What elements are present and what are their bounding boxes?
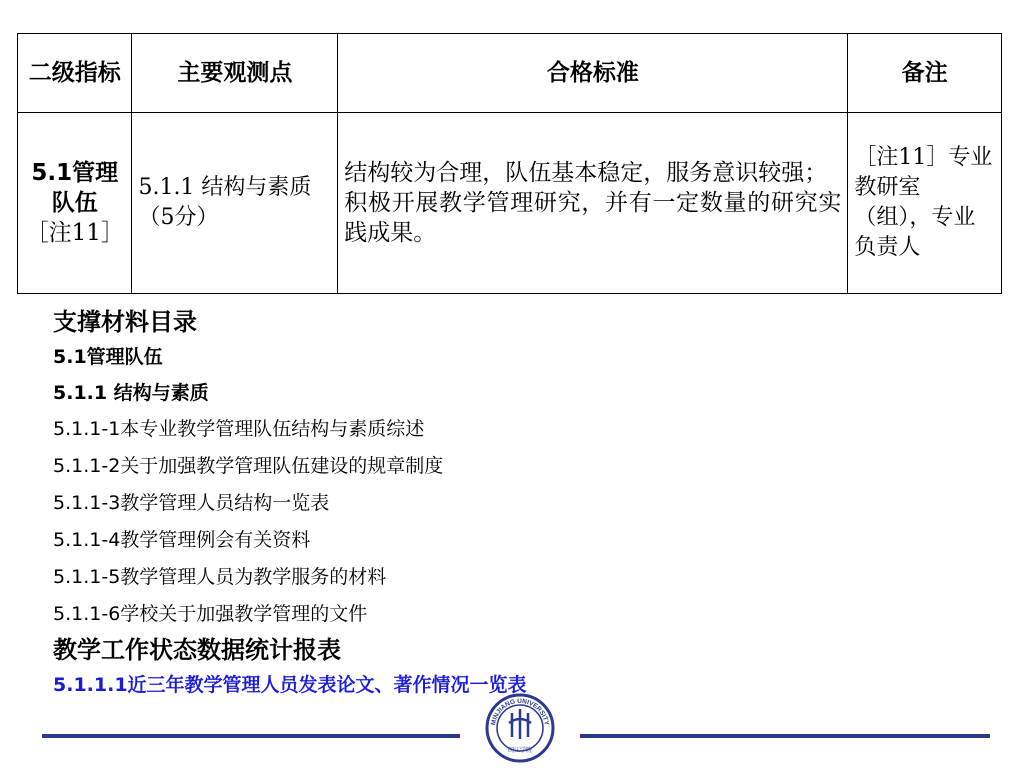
materials-title: 支撑材料目录	[53, 308, 197, 336]
footer-rule-right	[580, 734, 990, 738]
logo-text: MINJIANG UNIVERSITY	[490, 697, 550, 726]
section-heading: 5.1管理队伍	[53, 346, 163, 368]
header-remark: 备注	[848, 34, 1002, 113]
table-row	[18, 113, 1002, 294]
list-item: 5.1.1-4教学管理例会有关资料	[53, 529, 311, 551]
list-item: 5.1.1-3教学管理人员结构一览表	[53, 492, 330, 514]
cell-indicator	[18, 113, 132, 294]
header-level2-indicator: 二级指标	[18, 34, 132, 113]
indicator-note: ［注11］	[25, 220, 124, 246]
cell-remark: ［注11］专业教研室（组），专业负责人	[848, 113, 1002, 294]
cell-standard	[338, 113, 848, 294]
header-observation-point: 主要观测点	[132, 34, 338, 113]
university-logo	[485, 693, 555, 763]
stats-title: 教学工作状态数据统计报表	[53, 636, 341, 664]
list-item: 5.1.1-2关于加强教学管理队伍建设的规章制度	[53, 455, 444, 477]
criteria-table	[17, 33, 1002, 294]
materials-list	[53, 305, 993, 703]
header-qualified-standard: 合格标准	[338, 34, 848, 113]
subsection-heading: 5.1.1 结构与素质	[53, 382, 209, 404]
list-item: 5.1.1-6学校关于加强教学管理的文件	[53, 603, 368, 625]
list-item: 5.1.1-5教学管理人员为教学服务的材料	[53, 566, 387, 588]
standard-line: 积极开展教学管理研究，并有一定数量的研究实践成果。	[344, 190, 842, 246]
stats-report-link[interactable]: 5.1.1.1近三年教学管理人员发表论文、著作情况一览表	[53, 674, 527, 696]
logo-chinese: 闽江学院	[507, 747, 533, 754]
footer-rule-left	[42, 734, 460, 738]
standard-line: 结构较为合理，队伍基本稳定，服务意识较强；	[344, 160, 828, 186]
indicator-title: 5.1管理队伍	[31, 160, 119, 216]
list-item: 5.1.1-1本专业教学管理队伍结构与素质综述	[53, 418, 425, 440]
table-header-row	[18, 34, 1002, 113]
cell-observation: 5.1.1 结构与素质（5分）	[132, 113, 338, 294]
